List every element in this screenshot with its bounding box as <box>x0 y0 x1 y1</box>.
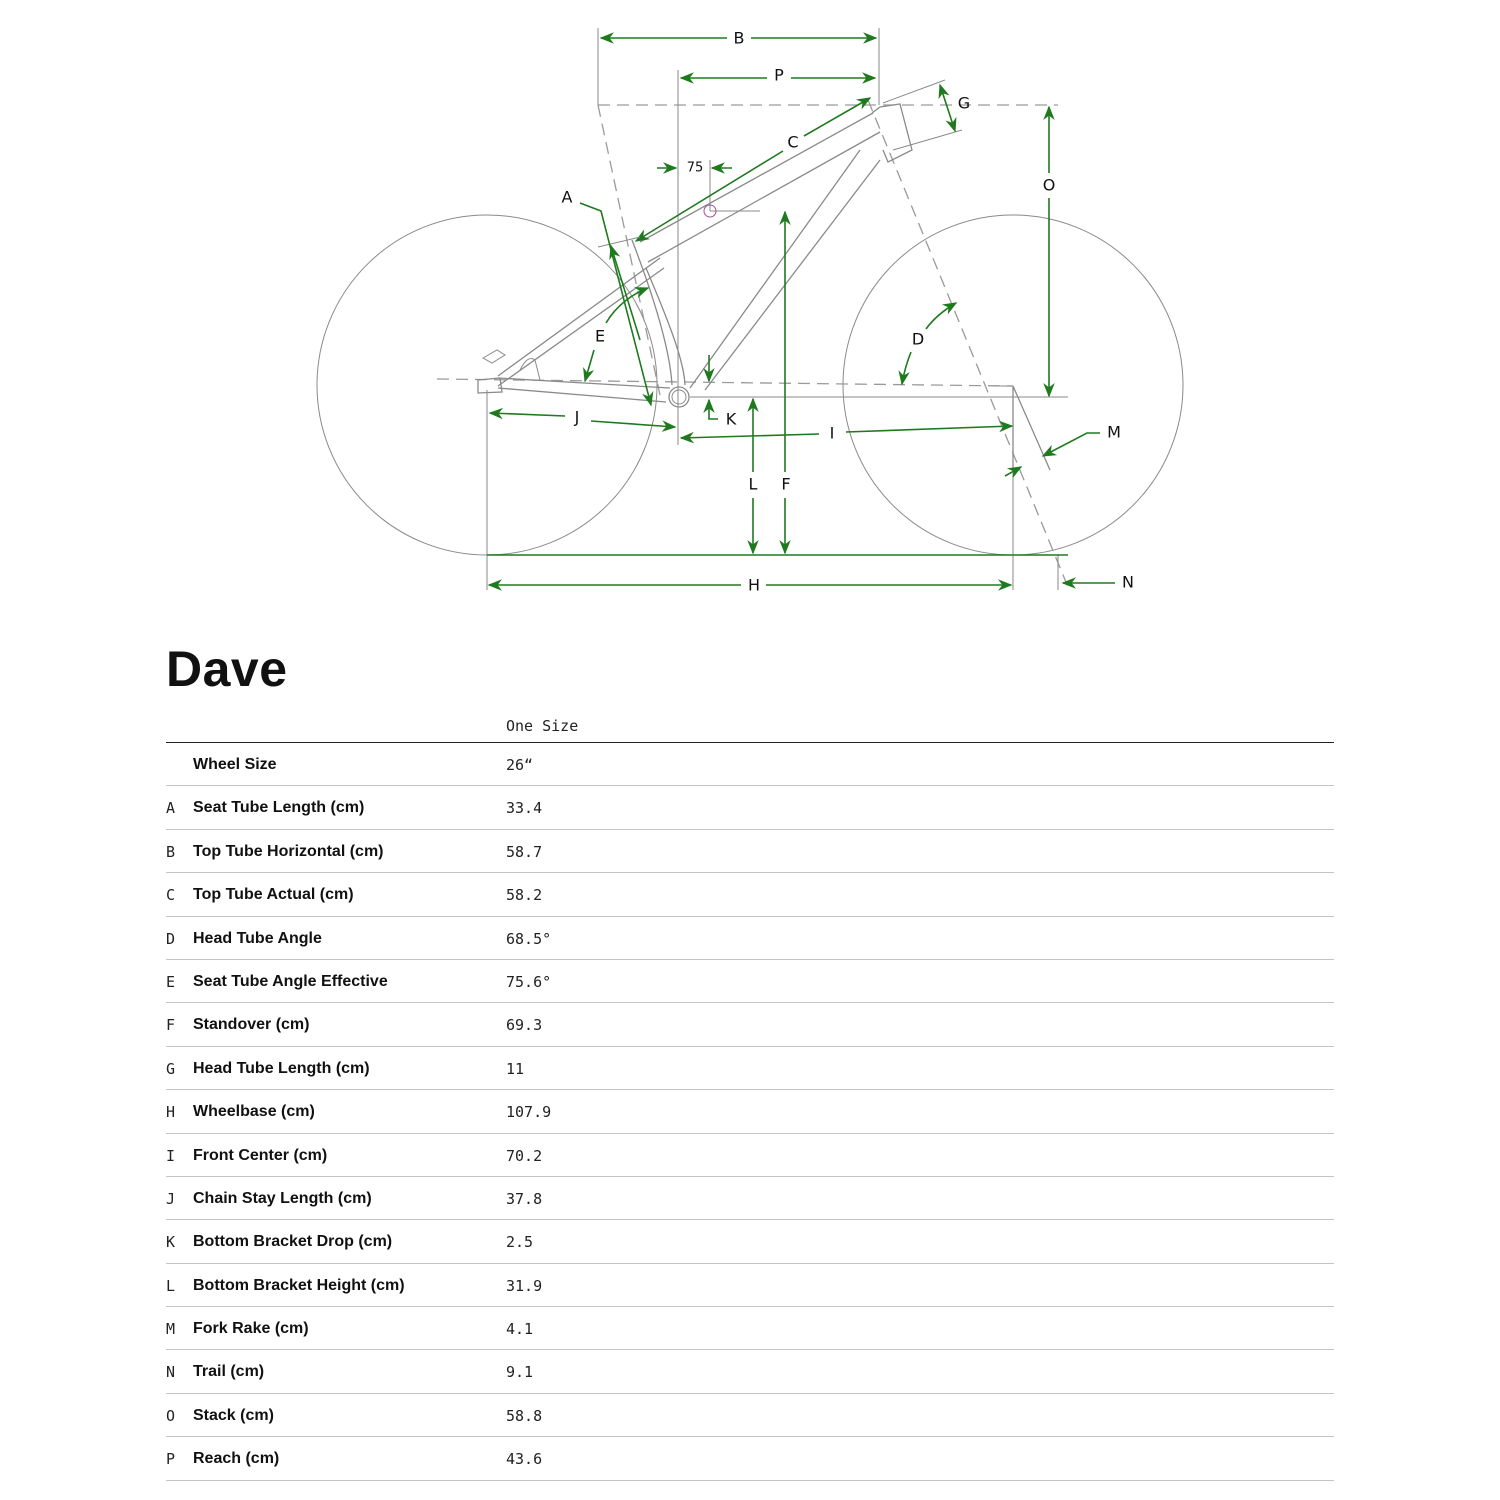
row-value: 33.4 <box>506 799 543 818</box>
table-row <box>166 1090 1334 1133</box>
row-value: 43.6 <box>506 1450 543 1469</box>
row-name: Seat Tube Length (cm) <box>193 799 365 817</box>
dim-j-arrow-2 <box>591 421 675 427</box>
dim-e-arrow <box>585 350 594 381</box>
seat-tube-axis-line <box>598 105 660 395</box>
label-n: N <box>1122 572 1134 592</box>
row-name: Head Tube Length (cm) <box>193 1059 370 1077</box>
dim-d-arc-up <box>926 303 956 329</box>
label-m: M <box>1107 422 1121 442</box>
row-value: 58.2 <box>506 886 543 905</box>
row-name: Reach (cm) <box>193 1450 280 1468</box>
table-row <box>166 1220 1334 1263</box>
table-row <box>166 1003 1334 1046</box>
label-c: C <box>787 132 799 152</box>
dim-m-arrow <box>1043 433 1100 456</box>
table-row <box>166 1177 1334 1220</box>
label-o: O <box>1042 175 1056 195</box>
row-letter: B <box>166 842 176 861</box>
table-row <box>166 960 1334 1003</box>
table-body <box>166 743 1334 1481</box>
row-value: 107.9 <box>506 1103 552 1122</box>
table-row <box>166 917 1334 960</box>
row-value: 2.5 <box>506 1233 534 1252</box>
bike-frame <box>478 80 962 407</box>
table-row <box>166 1394 1334 1437</box>
row-letter: H <box>166 1103 176 1122</box>
row-value: 68.5° <box>506 929 552 948</box>
dim-g-arrow <box>940 85 955 131</box>
row-letter: P <box>166 1450 176 1469</box>
row-letter: E <box>166 972 176 991</box>
table-row <box>166 1264 1334 1307</box>
dim-d-arc-down <box>902 352 911 384</box>
row-name: Fork Rake (cm) <box>193 1320 309 1338</box>
row-name: Front Center (cm) <box>193 1146 328 1164</box>
row-name: Top Tube Horizontal (cm) <box>193 842 384 860</box>
model-title: Dave <box>166 641 288 697</box>
label-l: L <box>748 474 758 494</box>
row-name: Trail (cm) <box>193 1363 265 1381</box>
row-name: Chain Stay Length (cm) <box>193 1189 372 1207</box>
row-value: 26“ <box>506 756 534 774</box>
steering-axis-line <box>868 100 1070 592</box>
dim-c-arrow <box>804 98 870 136</box>
row-letter: O <box>166 1406 176 1425</box>
table-row <box>166 743 1334 786</box>
table-row <box>166 1047 1334 1090</box>
row-letter: M <box>166 1320 176 1339</box>
label-a: A <box>561 187 573 207</box>
row-letter: K <box>166 1233 176 1252</box>
row-letter: A <box>166 799 176 818</box>
row-value: 75.6° <box>506 972 552 991</box>
size-column-header: One Size <box>506 717 579 735</box>
table-row <box>166 1350 1334 1393</box>
row-value: 69.3 <box>506 1016 543 1035</box>
label-i: I <box>829 423 835 443</box>
row-value: 9.1 <box>506 1363 534 1382</box>
bike-geometry-diagram <box>0 0 1500 620</box>
dim-a-leader <box>580 203 651 405</box>
offset-label: 75 <box>686 160 704 176</box>
row-value: 37.8 <box>506 1189 543 1208</box>
row-value: 70.2 <box>506 1146 543 1165</box>
row-letter: G <box>166 1059 176 1078</box>
dim-k-arrow-bottom <box>709 400 718 419</box>
label-h: H <box>747 575 761 595</box>
row-letter: L <box>166 1276 176 1295</box>
row-name: Standover (cm) <box>193 1016 310 1034</box>
row-name: Bottom Bracket Drop (cm) <box>193 1233 393 1251</box>
row-letter: D <box>166 929 176 948</box>
table-row <box>166 786 1334 829</box>
row-value: 11 <box>506 1059 525 1078</box>
row-name: Stack (cm) <box>193 1406 274 1424</box>
label-p: P <box>774 65 784 85</box>
row-name: Head Tube Angle <box>193 929 322 947</box>
dim-i-arrow-2 <box>846 426 1012 432</box>
label-b: B <box>733 28 745 48</box>
front-fork <box>993 386 1050 470</box>
label-f: F <box>781 474 791 494</box>
row-value: 58.8 <box>506 1406 543 1425</box>
row-name: Top Tube Actual (cm) <box>193 886 354 904</box>
label-e: E <box>594 326 606 346</box>
row-name: Wheelbase (cm) <box>193 1103 315 1121</box>
row-name: Bottom Bracket Height (cm) <box>193 1276 405 1294</box>
table-row <box>166 1437 1334 1480</box>
row-name: Wheel Size <box>193 756 277 773</box>
table-header <box>166 704 1334 743</box>
row-name: Seat Tube Angle Effective <box>193 972 388 990</box>
table-row <box>166 830 1334 873</box>
row-letter: C <box>166 886 176 905</box>
row-letter: F <box>166 1016 176 1035</box>
label-g: G <box>957 93 971 113</box>
table-row <box>166 1134 1334 1177</box>
table-row <box>166 873 1334 916</box>
row-value: 58.7 <box>506 842 543 861</box>
row-letter: I <box>166 1146 176 1165</box>
label-d: D <box>911 329 925 349</box>
row-letter: J <box>166 1189 176 1208</box>
dim-i-arrow <box>681 434 819 438</box>
geometry-table <box>166 704 1334 1481</box>
table-row <box>166 1307 1334 1350</box>
row-value: 31.9 <box>506 1276 543 1295</box>
label-k: K <box>725 409 737 429</box>
label-j: J <box>574 407 580 427</box>
row-value: 4.1 <box>506 1320 534 1339</box>
dim-j-arrow <box>490 413 565 416</box>
row-letter: N <box>166 1363 176 1382</box>
